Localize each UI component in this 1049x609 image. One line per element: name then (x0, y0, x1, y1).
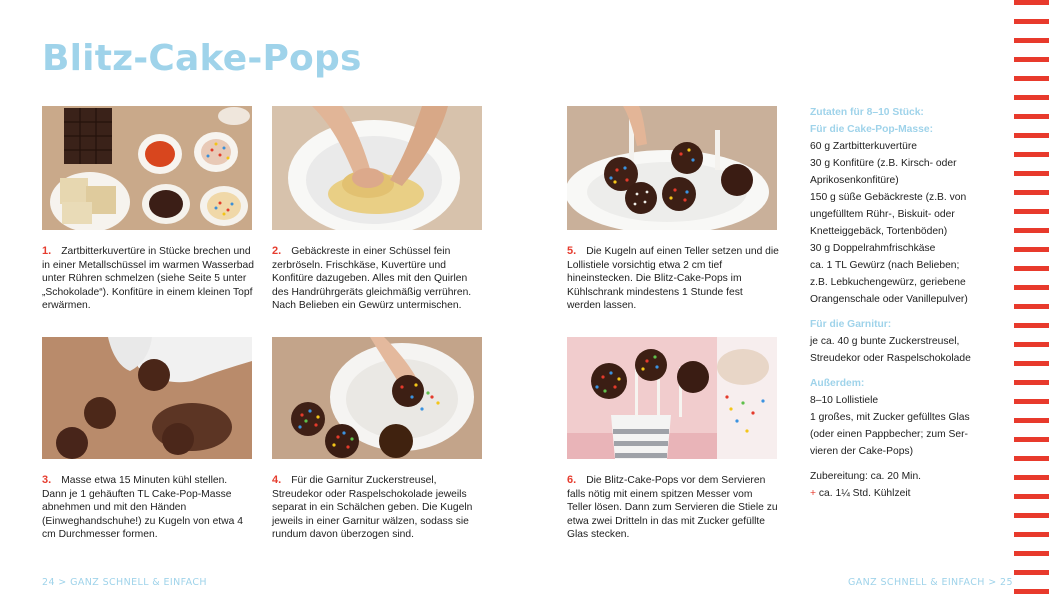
step-1 (42, 245, 254, 313)
step-number: 4. (272, 474, 282, 486)
ingredient-line: Aprikosenkonfitüre) (810, 175, 899, 186)
step-text: Die Blitz-Cake-Pops vor dem Servieren falls nötig mit einem spitzen Messer vom Teller lösen. Dann zum Servieren die Stiele zu etwa zwei Dritteln in das mit Zucker gefüllte Glas stecken. (567, 475, 778, 541)
chill-time (810, 485, 985, 502)
ingredient-line: ca. 1 TL Gewürz (nach Belieben; (810, 260, 960, 271)
ingredient-line: 30 g Konfitüre (z.B. Kirsch- oder (810, 158, 957, 169)
step-number: 6. (567, 474, 577, 486)
chill-time-text: ca. 1¼ Std. Kühlzeit (818, 488, 911, 499)
ingredients-photo-icon (42, 106, 252, 230)
ingredient-line: Knetteiggebäck, Tortenböden) (810, 226, 948, 237)
ingredient-line: 150 g süße Gebäckreste (z.B. von (810, 192, 967, 203)
rolling-in-sprinkles-photo-icon (272, 337, 482, 459)
ingredient-line: Orangenschale oder Vanillepulver) (810, 294, 968, 305)
step-number: 5. (567, 245, 577, 257)
crumbling-cake-photo-icon (272, 106, 482, 230)
ingredient-line: Streudekor oder Raspelschokolade (810, 353, 971, 364)
step-text: Masse etwa 15 Minuten kühl stellen. Dann je 1 gehäuften TL Cake-Pop-Masse abnehmen und mit den Händen (Einweghandschuhe!) zu Kugeln von etwa 4 cm Durchmesser formen. (42, 475, 243, 541)
step-4 (272, 474, 484, 542)
ingredient-line: 60 g Zartbitterkuvertüre (810, 141, 918, 152)
footer-right: GANZ SCHNELL & EINFACH > 25 (848, 577, 1013, 588)
ingredient-line: vieren der Cake-Pops) (810, 446, 914, 457)
step-5 (567, 245, 779, 313)
step-text: Die Kugeln auf einen Teller setzen und die Lollistiele vorsichtig etwa 2 cm tief hineinstecken. Die Blitz-Cake-Pops im Kühlschrank mindestens 1 Stunde fest werden lassen. (567, 246, 779, 312)
step-text: Gebäckreste in einer Schüssel fein zerbröseln. Frischkäse, Kuvertüre und Konfitüre dazugeben. Alles mit den Quirlen des Handrührgeräts gleichmäßig verrühren. Nach Belieben ein Gewürz untermischen. (272, 246, 472, 312)
step-number: 3. (42, 474, 52, 486)
mass-heading: Für die Cake-Pop-Masse: (810, 124, 934, 135)
cake-pops-on-plate-photo-icon (567, 106, 777, 230)
garnish-heading: Für die Garnitur: (810, 319, 892, 330)
step-3 (42, 474, 254, 542)
ingredient-line: 8–10 Lollistiele (810, 395, 879, 406)
step-2 (272, 245, 484, 313)
plus-sign: + (810, 488, 817, 499)
ingredients-heading: Zutaten für 8–10 Stück: (810, 107, 924, 118)
footer-left: 24 > GANZ SCHNELL & EINFACH (42, 577, 207, 588)
ingredient-line: 1 großes, mit Zucker gefülltes Glas (810, 412, 970, 423)
step-text: Für die Garnitur Zuckerstreusel, Streudekor oder Raspelschokolade jeweils separat in ein Schälchen geben. Die Kugeln jeweils in einer Garnitur wälzen, sodass sie rundum davon überzogen sind. (272, 475, 473, 541)
ingredient-line: 30 g Doppelrahmfrischkäse (810, 243, 936, 254)
step-number: 1. (42, 245, 52, 257)
ingredient-line: ungefülltem Rühr-, Biskuit- oder (810, 209, 955, 220)
step-6 (567, 474, 779, 542)
ingredient-line: je ca. 40 g bunte Zuckerstreusel, (810, 336, 960, 347)
page-title: Blitz-Cake-Pops (42, 38, 362, 79)
ingredient-line: z.B. Lebkuchengewürz, geriebene (810, 277, 966, 288)
decorative-stripes (1014, 0, 1049, 609)
ingredients-list (810, 104, 985, 502)
ingredient-line: (oder einen Pappbecher; zum Ser- (810, 429, 968, 440)
step-text: Zartbitterkuvertüre in Stücke brechen und in einer Metallschüssel im warmen Wasserbad unter Rühren schmelzen (siehe Seite 5 unter „Schokolade“). Konfitüre in einem kleinen Topf erwärmen. (42, 246, 254, 312)
forming-balls-photo-icon (42, 337, 252, 459)
cake-pops-in-glass-photo-icon (567, 337, 777, 459)
step-number: 2. (272, 245, 282, 257)
prep-time: Zubereitung: ca. 20 Min. (810, 471, 922, 482)
extra-heading: Außerdem: (810, 378, 865, 389)
